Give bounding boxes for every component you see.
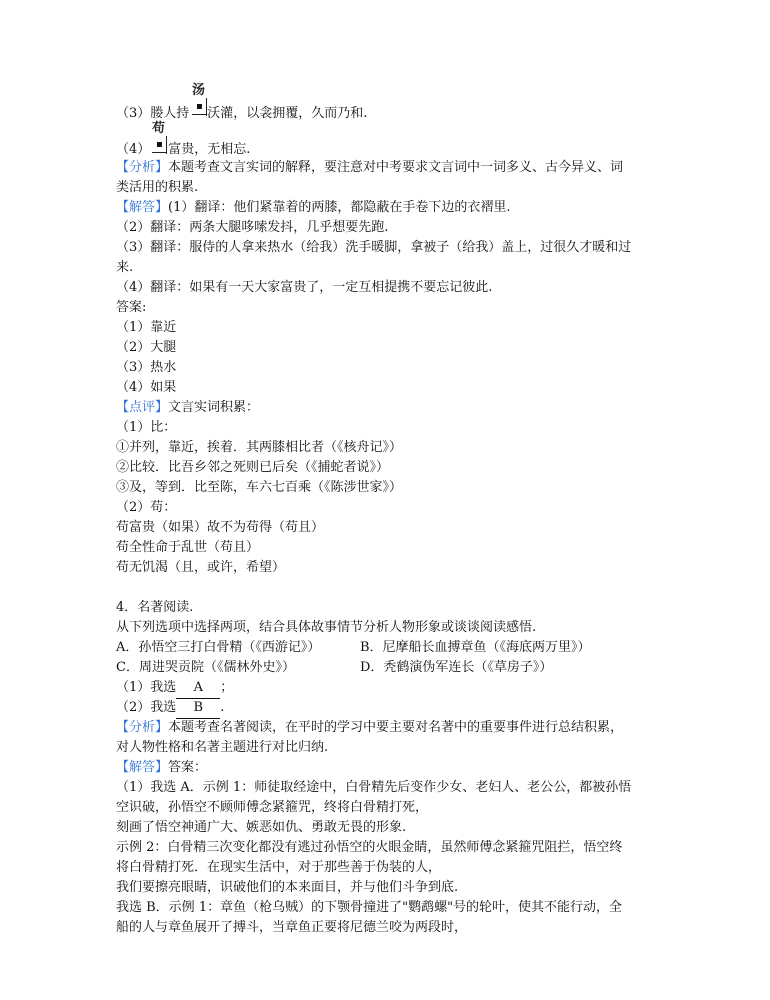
answer-body-line: 空识破，孙悟空不顾师傅念紧箍咒，终将白骨精打死， (116, 800, 429, 815)
answer-body-line: 示例 2：白骨精三次变化都没有逃过孙悟空的火眼金睛，虽然师傅念紧箍咒阻拦，悟空终 (116, 840, 623, 855)
gou-item: 苟无饥渴（且，或许，希望） (116, 560, 286, 575)
gou-title: （2）苟： (116, 500, 177, 515)
answer-item: （2）大腿 (116, 340, 177, 355)
answer-tag: 【解答】 (116, 200, 169, 215)
bi-item: ③及，等到．比至陈，车六七百乘（《陈涉世家》） (116, 480, 403, 495)
annotation-dot: ▪ (156, 139, 163, 150)
answer-body-line: 将白骨精打死．在现实生活中，对于那些善于伪装的人， (116, 860, 442, 875)
answer-tag: 【解答】 (116, 760, 169, 775)
analysis-line-1: 【分析】本题考查文言实词的解释，要注意对中考要求文言词中一词多义、古今异义、词 (116, 160, 624, 175)
answer-explain-line-1: 【解答】(1）翻译：他们紧靠着的两膝，都隐蔽在手卷下边的衣褶里. (116, 200, 511, 215)
option-d: D．秃鹤演伪军连长（《草房子》） (360, 660, 553, 675)
annotation-char: 汤 (192, 83, 206, 98)
answer-explain-line-3: （3）翻译：服侍的人拿来热水（给我）洗手暖脚，拿被子（给我）盖上，过很久才暖和过 (116, 240, 632, 255)
answer-body-line: 船的人与章鱼展开了搏斗，当章鱼正要将尼德兰咬为两段时， (116, 920, 468, 935)
answer-item: （1）靠近 (116, 320, 177, 335)
analysis-tag: 【分析】 (116, 160, 169, 175)
gou-item: 苟全性命于乱世（苟且） (116, 540, 260, 555)
annotation-tang (192, 83, 206, 112)
analysis-tag: 【分析】 (116, 720, 169, 735)
analysis-line-2: 对人物性格和名著主题进行对比归纳. (116, 740, 329, 755)
answer-body-line: 刻画了悟空神通广大、嫉恶如仇、勇敢无畏的形象. (116, 820, 407, 835)
selection-2: （2）我选 B . (116, 698, 224, 718)
analysis-line-1: 【分析】本题考查名著阅读，在平时的学习中要主要对名著中的重要事件进行总结积累， (116, 720, 624, 735)
answer-explain-line-4: （4）翻译：如果有一天大家富贵了，一定互相提携不要忘记彼此. (116, 280, 493, 295)
selection-1-value: A (176, 678, 220, 699)
bi-item: ①并列，靠近，挨着．其两膝相比者（《核舟记》） (116, 440, 403, 455)
bi-title: （1）比： (116, 420, 177, 435)
answer-item: （3）热水 (116, 360, 177, 375)
answer-line: 【解答】答案： (116, 760, 208, 775)
option-a: A．孙悟空三打白骨精（《西游记》） (116, 640, 321, 655)
q3-line: （3）媵人持 沃灌，以衾拥覆，久而乃和. (116, 106, 368, 121)
selection-2-value: B (176, 698, 220, 719)
answer-label: 答案: (116, 300, 147, 315)
annotation-char: 苟 (152, 121, 166, 136)
annotation-dot: ▪ (196, 101, 203, 112)
answer-item: （4）如果 (116, 380, 177, 395)
q4-prompt: 从下列选项中选择两项，结合具体故事情节分析人物形象或谈谈阅读感悟. (116, 620, 537, 635)
q4-line: （4） 富贵，无相忘. (116, 142, 251, 157)
answer-body-line: 我们要擦亮眼睛，识破他们的本来面目，并与他们斗争到底. (116, 880, 459, 895)
answer-body-line: 我选 B．示例 1：章鱼（枪乌贼）的下颚骨撞进了"鹦鹉螺"号的轮叶，使其不能行动，全 (116, 900, 623, 915)
option-c: C．周进哭贡院（《儒林外史》） (116, 660, 295, 675)
bi-item: ②比较．比吾乡邻之死则已后矣（《捕蛇者说》） (116, 460, 390, 475)
annotation-gou (152, 121, 166, 150)
gou-item: 苟富贵（如果）故不为苟得（苟且） (116, 520, 325, 535)
options-row-1 (116, 638, 320, 658)
option-b: B．尼摩船长血搏章鱼（《海底两万里》） (360, 640, 591, 655)
answer-explain-line-2: （2）翻译：两条大腿哆嗦发抖，几乎想要先跑. (116, 220, 389, 235)
q4-title: 4．名著阅读. (116, 600, 194, 615)
answer-body-line: （1）我选 A．示例 1：师徒取经途中，白骨精先后变作少女、老妇人、老公公，都被孙悟 (116, 780, 632, 795)
comment-line: 【点评】文言实词积累： (116, 400, 260, 415)
answer-explain-line-3b: 来. (116, 260, 134, 275)
analysis-line-2: 类活用的积累. (116, 180, 199, 195)
selection-1: （1）我选 A ； (116, 678, 233, 698)
comment-tag: 【点评】 (116, 400, 169, 415)
